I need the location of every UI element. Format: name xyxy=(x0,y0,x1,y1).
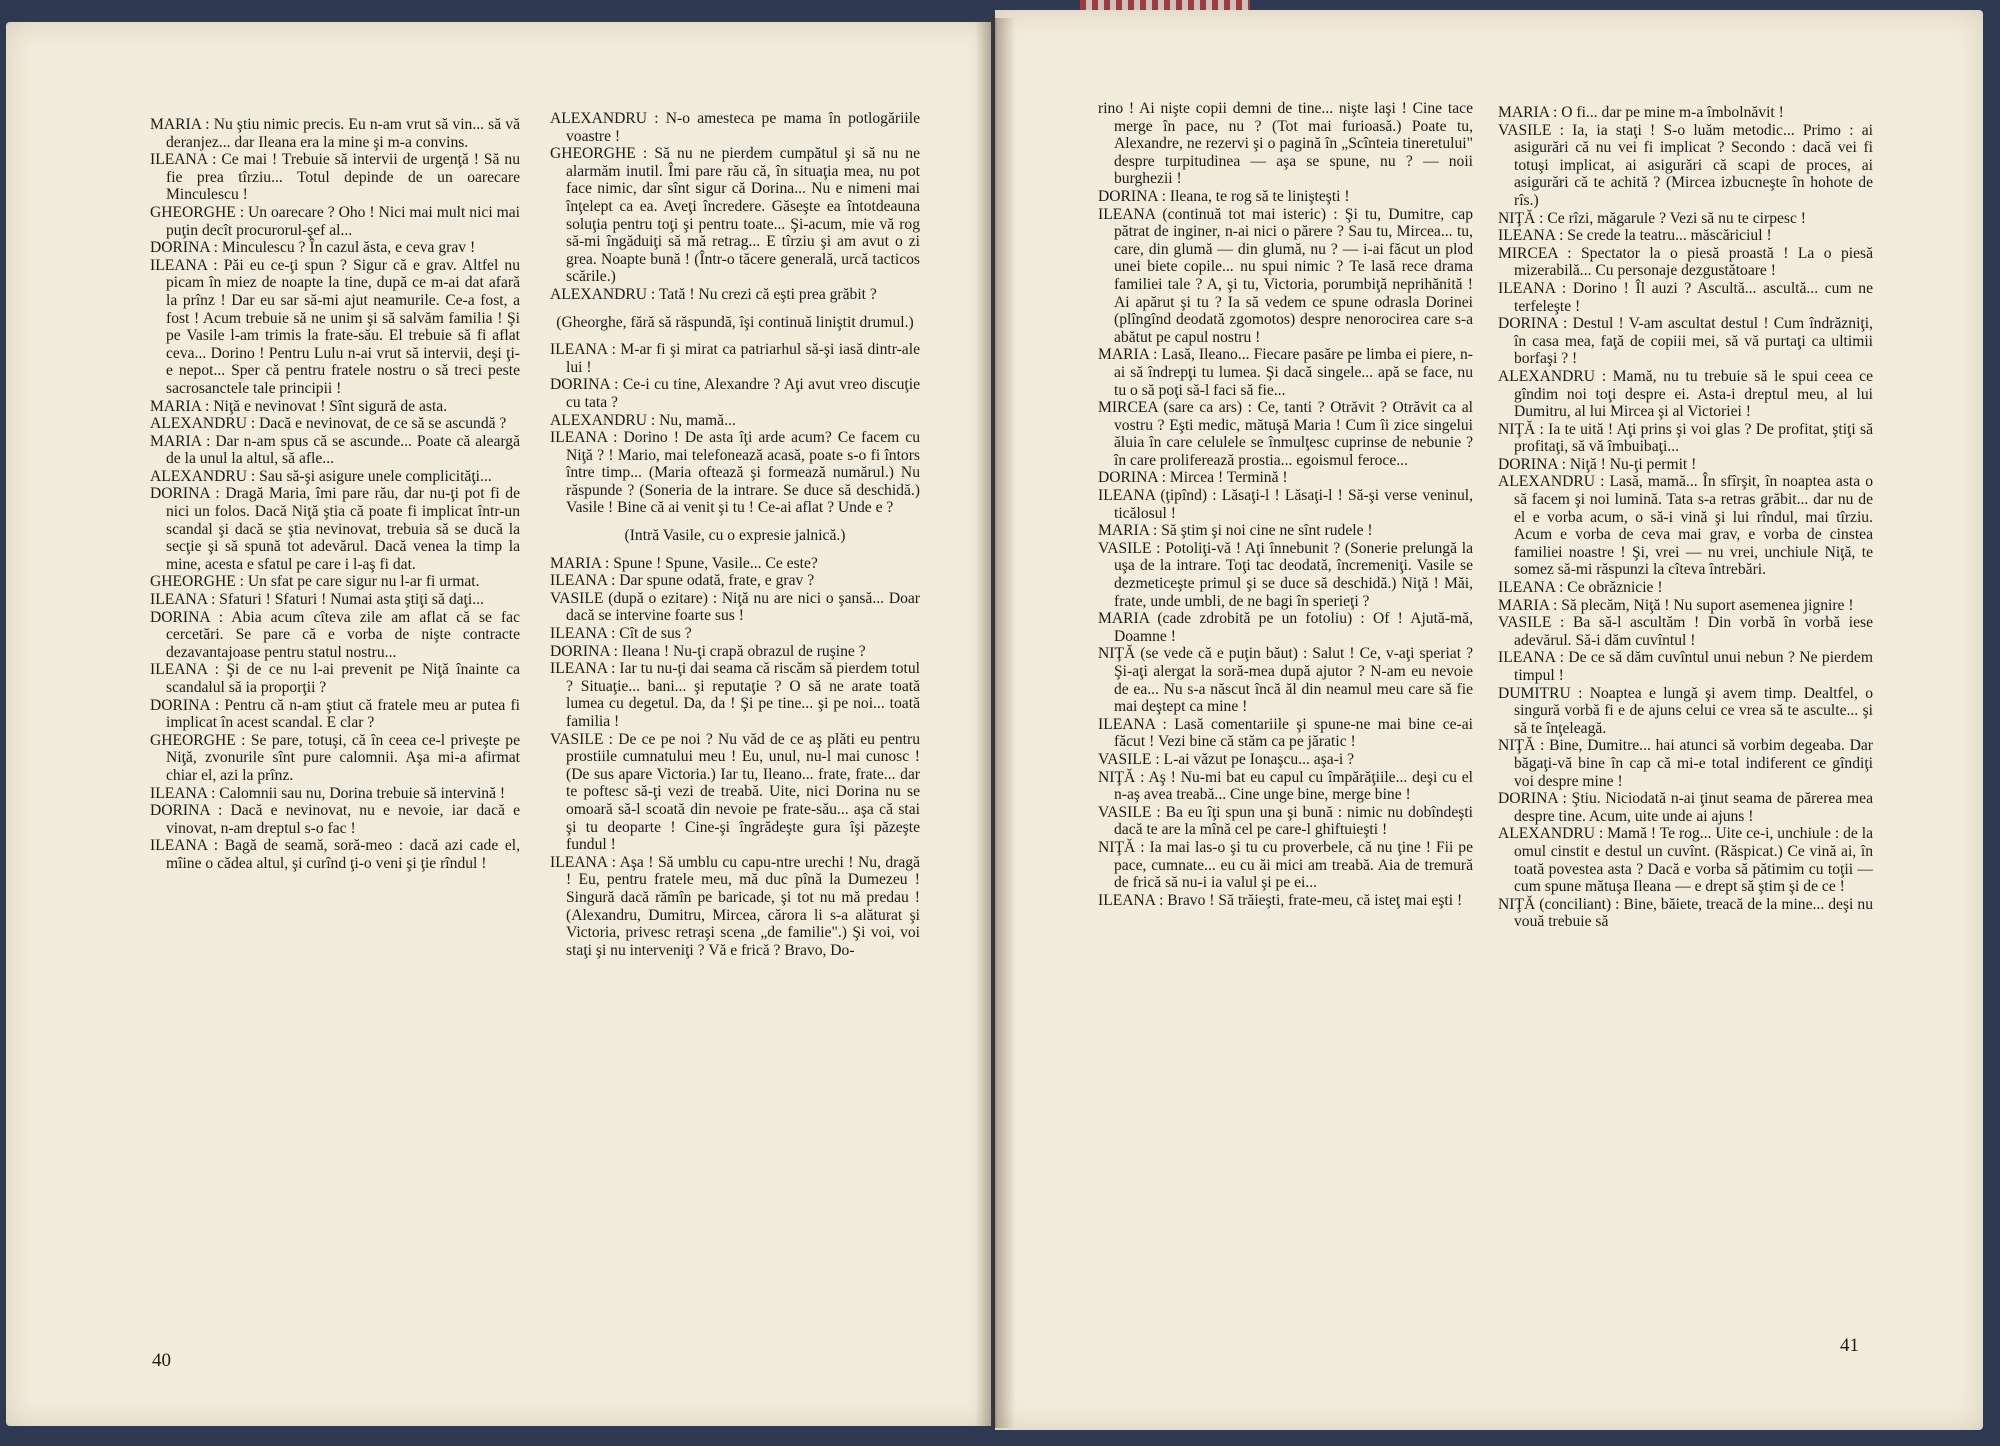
dialogue-line: NIŢĂ : Ia mai las-o şi tu cu proverbele, că nu ţine ! Fii pe pace, cumnate... eu cu ăi mici am treabă. Aia de tremură de frică să nu-i ia valul şi pe ei... xyxy=(1098,838,1473,892)
dialogue-line: ALEXANDRU : Mamă, nu tu trebuie să le spui ceea ce gîndim noi toţi despre ei. Asta-i dreptul meu, al lui Dumitru, al lui Mircea şi al Victoriei ! xyxy=(1498,367,1873,421)
dialogue-line: DORINA : Dragă Maria, îmi pare rău, dar nu-ţi pot fi de nici un folos. Dacă Niţă ştia că poate fi implicat într-un scandal şi dacă se ştia nevinovat, trebuia să se ducă la secţie şi să spună tot adevărul. Dacă venea la timp la mine, acesta e sfatul pe care i l-aş fi dat. xyxy=(150,485,520,573)
dialogue-line: MARIA : O fi... dar pe mine m-a îmbolnăvit ! xyxy=(1498,104,1784,121)
dialogue-line: ILEANA : M-ar fi şi mirat ca patriarhul să-şi iasă dintr-ale lui ! xyxy=(550,341,920,376)
dialogue-line: MARIA (cade zdrobită pe un fotoliu) : Of ! Ajută-mă, Doamne ! xyxy=(1098,610,1473,645)
dialogue-line: NIŢĂ (se vede că e puţin băut) : Salut ! Ce, v-aţi speriat ? Şi-aţi alergat la soră-mea după ajutor ? N-am eu nevoie de ea... Nu s-a născut încă ăl din neamul meu care să fie mai deştept ca mine ! xyxy=(1098,645,1473,716)
dialogue-line: ILEANA : Cît de sus ? xyxy=(550,625,692,643)
dialogue-line: DORINA : Ce-i cu tine, Alexandre ? Aţi avut vreo discuţie cu tata ? xyxy=(550,376,920,411)
right-page-column-2 xyxy=(1498,104,1873,931)
dialogue-line: NIŢĂ (conciliant) : Bine, băiete, treacă de la mine... deşi nu vouă trebuie să xyxy=(1498,895,1873,931)
dialogue-line: VASILE : Ia, ia staţi ! S-o luăm metodic... Primo : ai asigurări că nu vei fi implicat ? Secondo : dacă vei fi totuşi implicat, ai asigurări că scapi de proces, ai asigurări că te achită ? (Mircea izbucneşte în hohote de rîs.) xyxy=(1498,121,1873,209)
dialogue-line: ILEANA : Dorino ! De asta îţi arde acum? Ce facem cu Niţă ? ! Mario, mai telefonează acasă, poate s-o fi întors între timp... (Maria oftează şi formează numărul.) Nu răspunde ? (Soneria de la intrare. Se duce să deschidă.) Vasile ! Bine că ai venit şi tu ! Ce-ai aflat ? Unde e ? xyxy=(550,429,920,517)
dialogue-line: VASILE : De ce pe noi ? Nu văd de ce aş plăti eu pentru prostiile cumnatului meu ! Eu, unul, nu-l mai cunosc ! (De sus apare Victoria.) Iar tu, Ileano... frate, frate... dar te poftesc să-ţi vezi de treabă. Uite, nici Dorina nu se omoară să-l scoată din nevoie pe frate-său... aşa că stai şi tu deoparte ! Cine-şi îngrădeşte gura îşi păzeşte fundul ! xyxy=(550,730,920,854)
dialogue-line: ALEXANDRU : Nu, mamă... xyxy=(550,411,736,429)
dialogue-line: MARIA : Să ştim şi noi cine ne sînt rudele ! xyxy=(1098,522,1373,540)
dialogue-line: ALEXANDRU : Lasă, mamă... În sfîrşit, în noaptea asta o să facem şi noi lumină. Tata s-a retras grăbit... dar nu de el e vorba acum, o să-i vină şi lui rîndul, mai tîrziu. Acum e vorba de ceva mai grav, e vorba de cinstea familiei noastre ! Şi, vrei — nu vrei, unchiule Niţă, te somez să-mi răspunzi la cîteva întrebări. xyxy=(1498,473,1873,579)
dialogue-line: MARIA : Să plecăm, Niţă ! Nu suport asemenea jignire ! xyxy=(1498,596,1854,614)
dialogue-line: MIRCEA (sare ca ars) : Ce, tanti ? Otrăvit ? Otrăvit ca al vostru ? Eşti medic, mătuşă Maria ! Cum îi zice singelui ăluia în care celulele se înmulţesc cuprinse de nebunie ? în care proliferează prostia... egoismul feroce... xyxy=(1098,399,1473,469)
dialogue-line: DORINA : Ştiu. Niciodată n-ai ţinut seama de părerea mea despre tine. Acum, uite unde ai ajuns ! xyxy=(1498,790,1873,825)
dialogue-line: ILEANA : Iar tu nu-ţi dai seama că riscăm să pierdem totul ? Situaţie... bani... şi reputaţie ? O să ne arate toată lumea cu degetul. Da, da ! Şi pe tine... şi pe noi... toată familia ! xyxy=(550,660,920,730)
dialogue-line: DORINA : Abia acum cîteva zile am aflat că se fac cercetări. Se pare că e vorba de nişte contracte dezavantajoase pentru statul nostru... xyxy=(150,608,520,661)
dialogue-line: VASILE : Ba eu îţi spun una şi bună : nimic nu dobîndeşti dacă te are la mînă cel pe care-l ghiftuieşti ! xyxy=(1098,803,1473,839)
dialogue-line: VASILE : Ba să-l ascultăm ! Din vorbă în vorbă iese adevărul. Să-i dăm cuvîntul ! xyxy=(1498,614,1873,649)
dialogue-line: DORINA : Pentru că n-am ştiut că fratele meu ar putea fi implicat în acest scandal. E clar ? xyxy=(150,696,520,732)
dialogue-line: DORINA : Minculescu ? În cazul ăsta, e ceva grav ! xyxy=(150,239,476,257)
dialogue-line: MARIA : Nu ştiu nimic precis. Eu n-am vrut să vin... să vă deranjez... dar Ileana era la mine şi m-a convins. xyxy=(150,116,520,151)
dialogue-line: ILEANA : Se crede la teatru... măscăriciul ! xyxy=(1498,227,1772,245)
right-page-column-1 xyxy=(1098,100,1473,909)
dialogue-line: DORINA : Destul ! V-am ascultat destul ! Cum îndrăzniţi, în casa mea, faţă de copiii mei, să vă purtaţi ca ultimii borfaşi ? ! xyxy=(1498,315,1873,368)
book-gutter xyxy=(975,18,1015,1428)
dialogue-line: VASILE : Potoliţi-vă ! Aţi înnebunit ? (Sonerie prelungă la uşa de la intrare. Toţi tac deodată, încremeniţi. Vasile se dezmeticeşte primul şi se duce să deschidă.) Niţă ! Măi, frate, unde umbli, de ne bagi în sperieţi ? xyxy=(1098,539,1473,610)
dialogue-line: ILEANA : De ce să dăm cuvîntul unui nebun ? Ne pierdem timpul ! xyxy=(1498,649,1873,684)
dialogue-line: ILEANA (continuă tot mai isteric) : Şi tu, Dumitre, cap pătrat de inginer, n-ai nici o părere ? Sau tu, Mircea... tu, care, din glumă — din glumă, nu ? — i-ai făcut un plod unei biete copile... nu spui nimic ? Te lasă rece drama familiei tale ? A, şi tu, Victoria, porumbiţă neprihănită ! Ai apărut şi tu ? Ia să vedem ce spune odrasla Dorinei (plîngînd deodată zgomotos) despre nenorocirea care s-a abătut pe capul nostru ! xyxy=(1098,205,1473,346)
dialogue-line: ILEANA : Ce obrăznicie ! xyxy=(1498,579,1663,597)
dialogue-line: GHEORGHE : Se pare, totuşi, că în ceea ce-l priveşte pe Niţă, zvonurile sînt pure calomnii. Aşa mi-a afirmat chiar el, azi la prînz. xyxy=(150,731,520,784)
dialogue-line: ILEANA : Bravo ! Să trăieşti, frate-meu, că isteţ mai eşti ! xyxy=(1098,891,1463,909)
dialogue-line: ILEANA : Păi eu ce-ţi spun ? Sigur că e grav. Altfel nu picam în miez de noapte la tine, după ce m-ai dat afară la prînz ! Dar eu sar să-mi ajut neamurile. Ce-a fost, a fost ! Acum trebuie să ne unim şi să salvăm familia ! Şi pe Vasile l-am trimis la frate-său. El trebuie să fi aflat ceva... Dorino ! Pentru Lulu n-ai vrut să intervii, deşi ţi-e nepot... Sper că pentru fratele nostru o să treci peste sacrosanctele tale principii ! xyxy=(150,256,520,397)
page-number-right: 41 xyxy=(1840,1335,1859,1356)
dialogue-line: DORINA : Ileana, te rog să te linişteşti ! xyxy=(1098,187,1350,205)
dialogue-line: DORINA : Dacă e nevinovat, nu e nevoie, iar dacă e vinovat, n-am dreptul s-o fac ! xyxy=(150,802,520,837)
dialogue-line: ILEANA : Sfaturi ! Sfaturi ! Numai asta ştiţi să daţi... xyxy=(150,591,484,609)
dialogue-line: ILEANA : Calomnii sau nu, Dorina trebuie să intervină ! xyxy=(150,784,506,802)
dialogue-line: NIŢĂ : Aş ! Nu-mi bat eu capul cu împărăţiile... deşi cu el n-aş avea treabă... Cine unge bine, merge bine ! xyxy=(1098,768,1473,804)
dialogue-line: ILEANA : Aşa ! Să umblu cu capu-ntre urechi ! Nu, dragă ! Eu, pentru fratele meu, mă duc pînă la Dumezeu ! Singură dacă rămîn pe baricade, şi tot nu mă predau ! (Alexandru, Dumitru, Mircea, cărora li s-a alăturat şi Victoria, privesc retraşi scena „de familie".) Şi voi, voi staţi şi nu interveniţi ? Vă e frică ? Bravo, Do- xyxy=(550,853,920,959)
dialogue-line: ILEANA : Şi de ce nu l-ai prevenit pe Niţă înainte ca scandalul să ia proporţii ? xyxy=(150,661,520,696)
dialogue-line: ALEXANDRU : Sau să-şi asigure unele complicităţi... xyxy=(150,467,492,485)
dialogue-line: NIŢĂ : Ia te uită ! Aţi prins şi voi glas ? De profitat, ştiţi să profitaţi, să vă îmbuibaţi... xyxy=(1498,420,1873,456)
dialogue-line: DORINA : Ileana ! Nu-ţi crapă obrazul de ruşine ? xyxy=(550,642,866,660)
dialogue-line: DORINA : Niţă ! Nu-ţi permit ! xyxy=(1498,455,1697,473)
stage-direction: (Intră Vasile, cu o expresie jalnică.) xyxy=(624,527,846,545)
stage-direction: (Gheorghe, fără să răspundă, îşi continuă liniştit drumul.) xyxy=(556,313,914,331)
dialogue-line: NIŢĂ : Bine, Dumitre... hai atunci să vorbim degeaba. Dar băgaţi-vă bine în cap că mi-e total indiferent ce gîndiţi voi despre mine ! xyxy=(1498,737,1873,790)
dialogue-line: VASILE : L-ai văzut pe Ionaşcu... aşa-i ? xyxy=(1098,750,1355,768)
dialogue-line: DORINA : Mircea ! Termină ! xyxy=(1098,469,1288,487)
dialogue-line: ALEXANDRU : N-o amesteca pe mama în potlogăriile voastre ! xyxy=(550,110,920,145)
dialogue-line: ILEANA : Dorino ! Îl auzi ? Ascultă... ascultă... cum ne terfeleşte ! xyxy=(1498,279,1873,315)
dialogue-line: MARIA : Niţă e nevinovat ! Sînt sigură de asta. xyxy=(150,397,448,415)
left-page-column-1 xyxy=(150,116,520,873)
dialogue-line: NIŢĂ : Ce rîzi, măgarule ? Vezi să nu te cirpesc ! xyxy=(1498,209,1806,227)
dialogue-line: ILEANA : Ce mai ! Trebuie să intervii de urgenţă ! Să nu fie prea tîrziu... Totul depinde de un oarecare Minculescu ! xyxy=(150,151,520,204)
dialogue-line: ALEXANDRU : Mamă ! Te rog... Uite ce-i, unchiule : de la omul cinstit e destul un cuvînt. (Răspicat.) Ce vină ai, în toată povestea asta ? Dacă e vorba să pătimim cu toţii — cum spune mătuşa Ileana — e drept să ştim şi de ce ! xyxy=(1498,825,1873,896)
dialogue-line: ILEANA : Lasă comentariile şi spune-ne mai bine ce-ai făcut ! Vezi bine că stăm ca pe jăratic ! xyxy=(1098,715,1473,751)
dialogue-line: MARIA : Spune ! Spune, Vasile... Ce este? xyxy=(550,554,818,572)
dialogue-line: MARIA : Lasă, Ileano... Fiecare pasăre pe limba ei piere, n-ai să îndrepţi tu lumea. Şi dacă singele... apă se face, nu tu o să poţi să-l faci să fie... xyxy=(1098,346,1473,399)
dialogue-line: ALEXANDRU : Tată ! Nu crezi că eşti prea grăbit ? xyxy=(550,285,877,303)
dialogue-line: VASILE (după o ezitare) : Niţă nu are nici o şansă... Doar dacă se intervine foarte sus ! xyxy=(550,589,920,625)
dialogue-line: MARIA : Dar n-am spus că se ascunde... Poate că aleargă de la unul la altul, să afle... xyxy=(150,432,520,468)
dialogue-line: ILEANA : Dar spune odată, frate, e grav ? xyxy=(550,572,815,590)
dialogue-line: DUMITRU : Noaptea e lungă şi avem timp. Dealtfel, o singură vorbă fi e de ajuns celui ce vrea să te asculte... şi să te înţeleagă. xyxy=(1498,684,1873,737)
dialogue-line: rino ! Ai nişte copii demni de tine... nişte laşi ! Cine tace merge în pace, nu ? (Tot mai furioasă.) Poate tu, Alexandre, ne rezervi şi o pagină în „Scînteia tineretului" despre turpitudinea — aşa se spune, nu ? — noii burghezii ! xyxy=(1098,100,1473,188)
dialogue-line: GHEORGHE : Un sfat pe care sigur nu l-ar fi urmat. xyxy=(150,573,480,591)
dialogue-line: MIRCEA : Spectator la o piesă proastă ! La o piesă mizerabilă... Cu personaje dezgustătoare ! xyxy=(1498,244,1873,280)
dialogue-line: GHEORGHE : Un oarecare ? Oho ! Nici mai mult nici mai puţin decît procurorul-şef al... xyxy=(150,203,520,239)
dialogue-line: GHEORGHE : Să nu ne pierdem cumpătul şi să nu ne alarmăm inutil. Îmi pare rău că, în situaţia mea, nu pot face nimic, dar sînt sigur că Dorina... Nu e nimeni mai înţelept ca ea. Aveţi încredere. Găseşte ea întotdeauna soluţia pentru toţi şi pentru toate... Şi-acum, mie vă rog să-mi îngăduiţi să mă retrag... E tîrziu şi am avut o zi grea. Noapte bună ! (Într-o tăcere generală, urcă tacticos scările.) xyxy=(550,145,920,286)
dialogue-line: ILEANA (ţipînd) : Lăsaţi-l ! Lăsaţi-l ! Să-şi verse veninul, ticălosul ! xyxy=(1098,487,1473,522)
left-page-column-2 xyxy=(550,110,920,959)
dialogue-line: ALEXANDRU : Dacă e nevinovat, de ce să se ascundă ? xyxy=(150,415,507,433)
page-number-left: 40 xyxy=(152,1350,171,1371)
dialogue-line: ILEANA : Bagă de seamă, soră-meo : dacă azi cade el, mîine o cădea altul, şi curînd ţi-o veni şi ţie rîndul ! xyxy=(150,837,520,872)
